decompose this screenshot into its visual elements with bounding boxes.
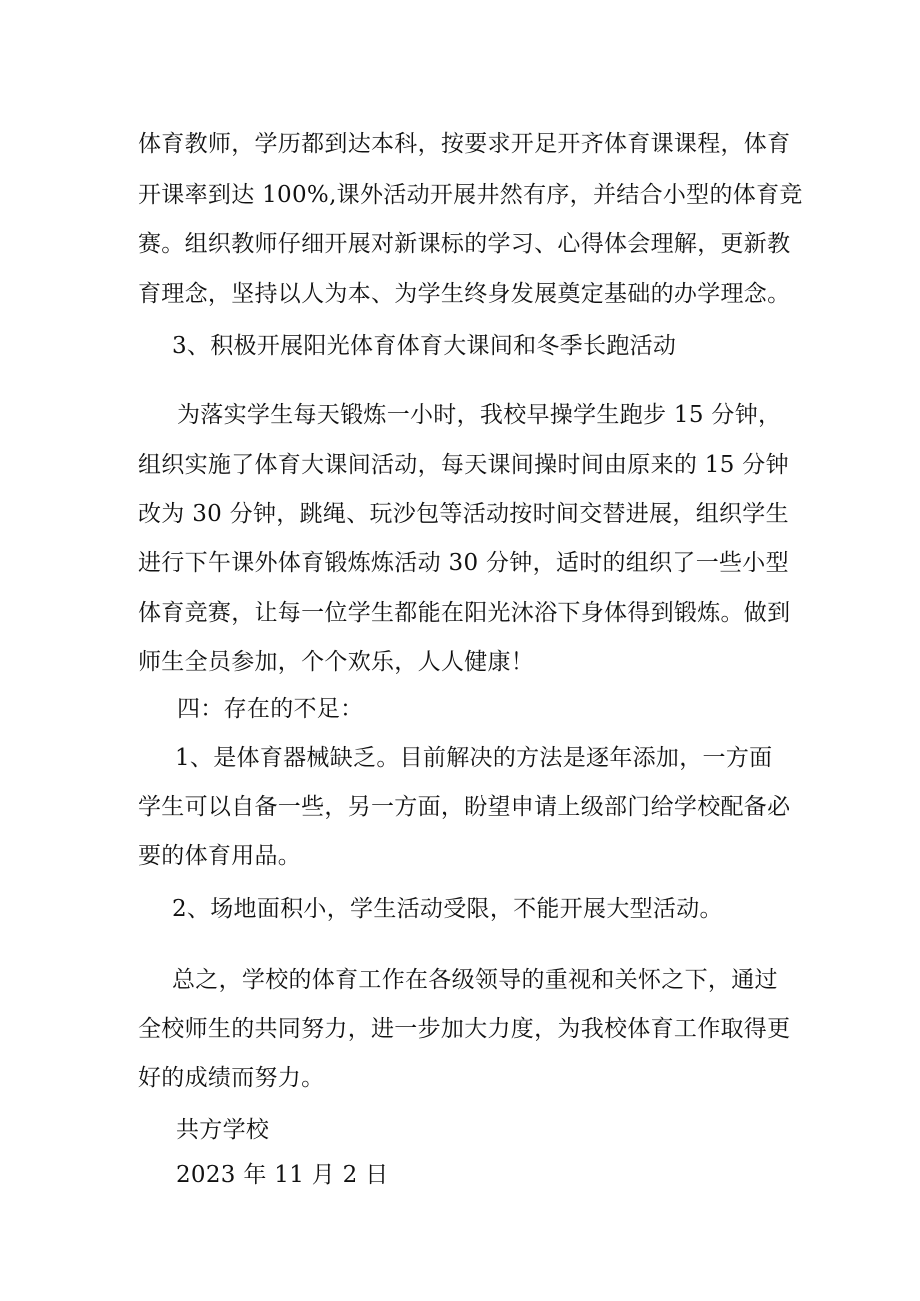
paragraph-line: 为落实学生每天锻炼一小时，我校早操学生跑步 15 分钟， [177,402,782,428]
section-heading: 四：存在的不足： [177,696,364,722]
paragraph-line: 全校师生的共同努力，进一步加大力度，为我校体育工作取得更 [138,1016,791,1042]
section-heading: 3、积极开展阳光体育体育大课间和冬季长跑活动 [172,333,677,359]
paragraph-line: 好的成绩而努力。 [138,1065,325,1091]
paragraph-line: 改为 30 分钟，跳绳、玩沙包等活动按时间交替进展，组织学生 [138,501,789,527]
paragraph-line: 师生全员参加，个个欢乐，人人健康！ [138,649,535,675]
paragraph-line: 育理念，坚持以人为本、为学生终身发展奠定基础的办学理念。 [138,281,791,307]
signature: 共方学校 [176,1117,270,1143]
paragraph-line: 总之，学校的体育工作在各级领导的重视和关怀之下，通过 [172,967,778,993]
paragraph-line: 体育教师，学历都到达本科，按要求开足开齐体育课课程，体育 [138,131,791,157]
list-item: 2、场地面积小，学生活动受限，不能开展大型活动。 [172,896,723,922]
list-item-line: 学生可以自备一些，另一方面，盼望申请上级部门给学校配备必 [138,794,791,820]
document-date: 2023 年 11 月 2 日 [176,1162,389,1188]
paragraph-line: 进行下午课外体育锻炼炼活动 30 分钟，适时的组织了一些小型 [138,550,789,576]
list-item-line: 1、是体育器械缺乏。目前解决的方法是逐年添加，一方面 [175,745,773,771]
paragraph-line: 开课率到达 100%,课外活动开展井然有序，并结合小型的体育竞 [138,182,803,208]
paragraph-line: 体育竞赛，让每一位学生都能在阳光沐浴下身体得到锻炼。做到 [138,600,791,626]
list-item-line: 要的体育用品。 [138,843,302,869]
paragraph-line: 组织实施了体育大课间活动，每天课间操时间由原来的 15 分钟 [138,452,789,478]
paragraph-line: 赛。组织教师仔细开展对新课标的学习、心得体会理解，更新教 [138,231,791,257]
